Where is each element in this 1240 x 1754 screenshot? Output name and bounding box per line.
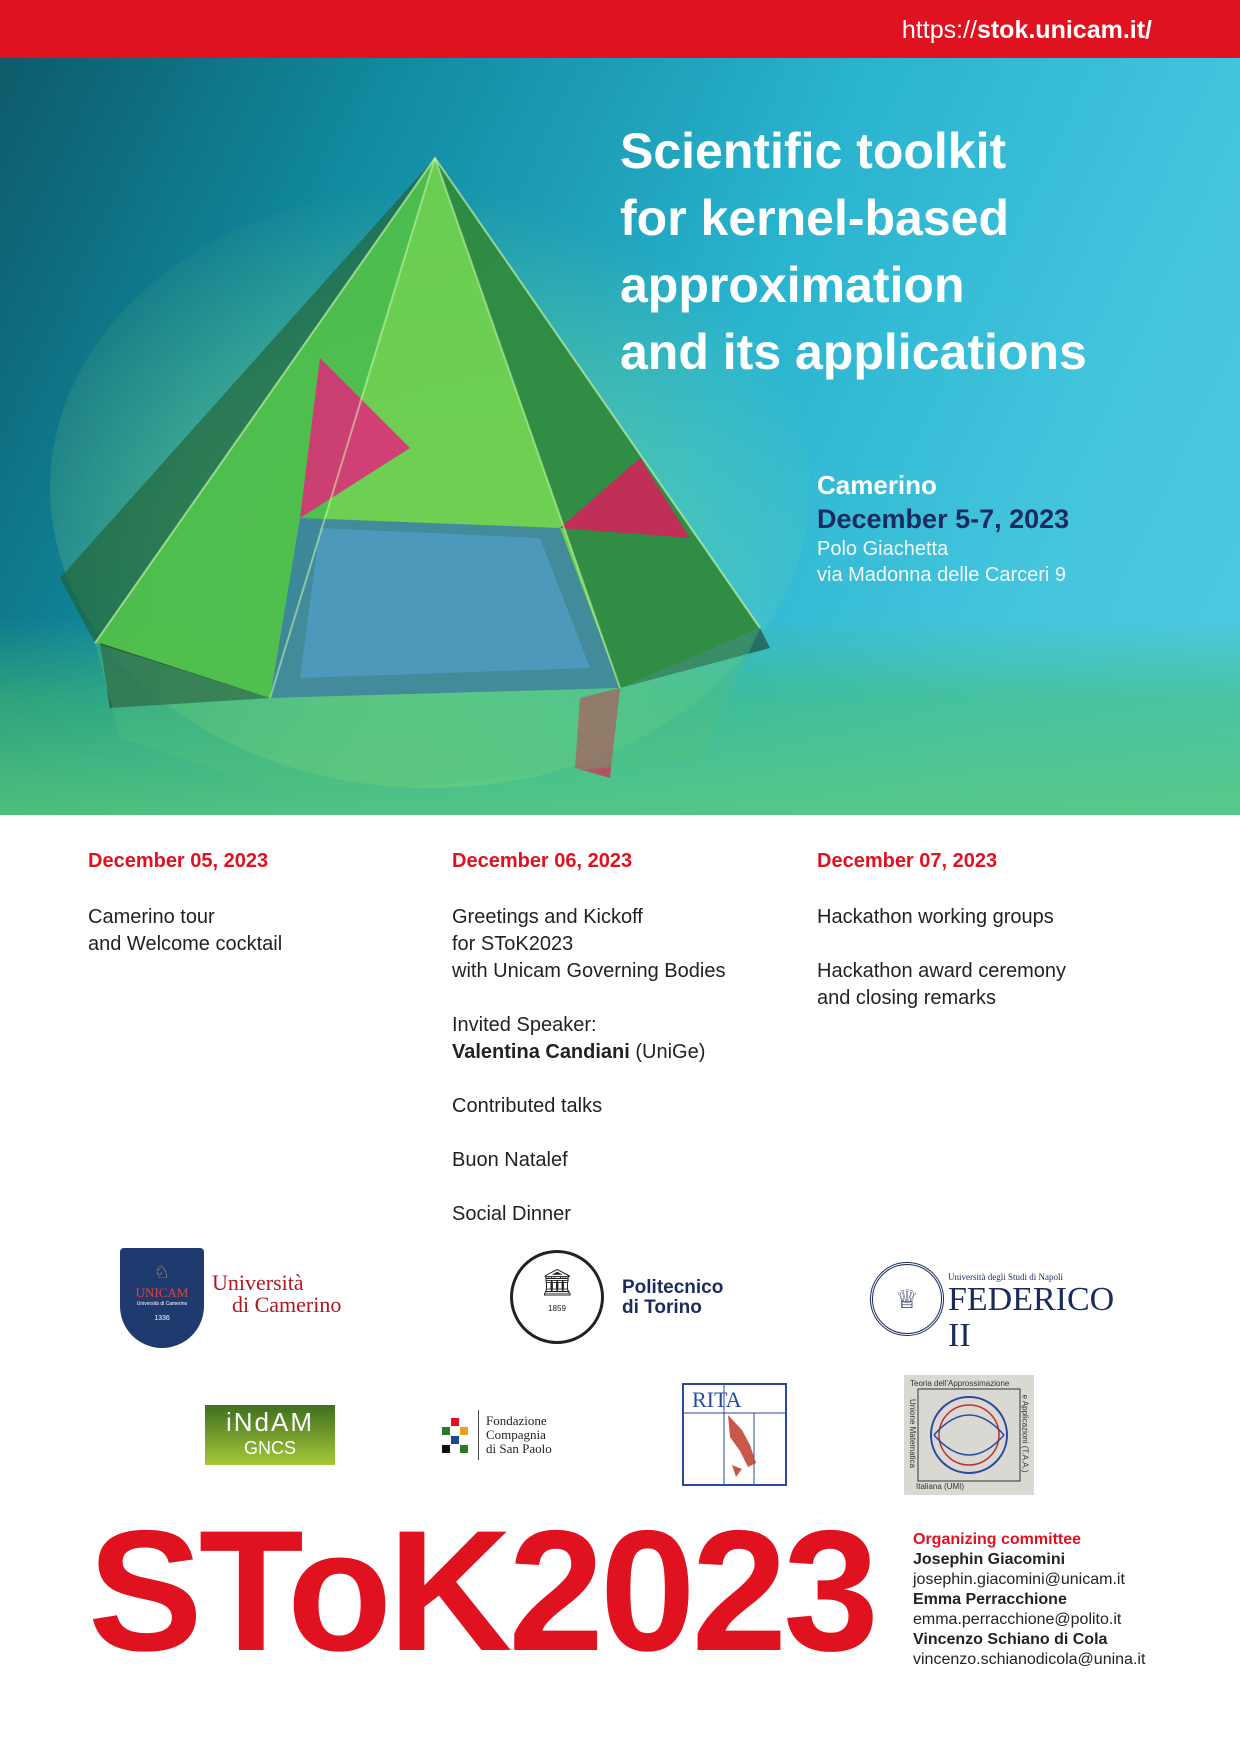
member-email[interactable]: vincenzo.schianodicola@unina.it — [913, 1651, 1146, 1668]
day-1-date: December 05, 2023 — [88, 850, 269, 872]
hero-image — [0, 58, 1240, 815]
day-2-dinner: Social Dinner — [452, 1203, 571, 1225]
member-email[interactable]: josephin.giacomini@unicam.it — [913, 1571, 1125, 1588]
rita-italy-icon — [684, 1385, 785, 1484]
day-2-greetings: Greetings and Kickoff for SToK2023 with Unicam Governing Bodies — [452, 906, 726, 982]
indam-gncs-logo: iNdAM GNCS — [205, 1405, 335, 1465]
federico-seal-icon: ♕ — [870, 1262, 944, 1336]
member-email[interactable]: emma.perracchione@polito.it — [913, 1611, 1122, 1628]
top-banner — [0, 0, 1240, 58]
poster-title: Scientific toolkit for kernel-based approximation and its applications — [620, 123, 1087, 380]
program-day-2 — [452, 848, 782, 1255]
taa-umi-logo: Teoria dell'Approssimazione Italiana (UMI) Unione Matematica e Applicazioni (T.A.A.) — [904, 1375, 1034, 1495]
day-2-natale: Buon Natalef — [452, 1149, 568, 1171]
organizing-committee — [913, 1530, 1145, 1670]
unicam-logo: ♘ UNICAM Università di Camerino 1336 Università di Camerino — [120, 1248, 410, 1350]
member-name: Josephin Giacomini — [913, 1551, 1066, 1568]
day-1-event: Camerino tour and Welcome cocktail — [88, 906, 283, 955]
website-link[interactable]: https://stok.unicam.it/ — [901, 16, 1152, 44]
compagnia-san-paolo-logo: Fondazione Compagnia di San Paolo — [442, 1408, 582, 1464]
day-3-award: Hackathon award ceremony and closing remarks — [817, 960, 1067, 1009]
day-3-date: December 07, 2023 — [817, 850, 998, 872]
unicam-shield-icon: ♘ UNICAM Università di Camerino 1336 — [120, 1248, 204, 1348]
federico-ii-logo: ♕ Università degli Studi di Napoli FEDERICO II — [870, 1262, 1120, 1342]
venue-name: Polo Giachetta — [817, 538, 949, 560]
polito-logo: 🏛 1859 Politecnico di Torino — [510, 1250, 740, 1345]
day-2-invited-speaker: Invited Speaker: Valentina Candiani (UniGe) — [452, 1014, 706, 1063]
polito-seal-icon: 🏛 1859 — [510, 1250, 604, 1344]
committee-heading: Organizing committee — [913, 1531, 1082, 1548]
brand-title: SToK2023 — [88, 1495, 875, 1687]
day-2-date: December 06, 2023 — [452, 850, 633, 872]
svg-text:RITA: RITA — [692, 1387, 742, 1412]
rita-logo — [682, 1383, 787, 1486]
member-name: Emma Perracchione — [913, 1591, 1067, 1608]
member-name: Vincenzo Schiano di Cola — [913, 1631, 1108, 1648]
venue-info — [817, 468, 1069, 588]
program-day-1 — [88, 848, 418, 985]
day-3-hackathon: Hackathon working groups — [817, 906, 1054, 928]
venue-address: via Madonna delle Carceri 9 — [817, 564, 1067, 586]
city: Camerino — [817, 470, 937, 500]
day-2-talks: Contributed talks — [452, 1095, 603, 1117]
taa-circles-icon — [904, 1375, 1034, 1495]
compagnia-mosaic-icon — [442, 1418, 470, 1454]
event-dates: December 5-7, 2023 — [817, 504, 1070, 534]
program-day-3 — [817, 848, 1147, 1039]
